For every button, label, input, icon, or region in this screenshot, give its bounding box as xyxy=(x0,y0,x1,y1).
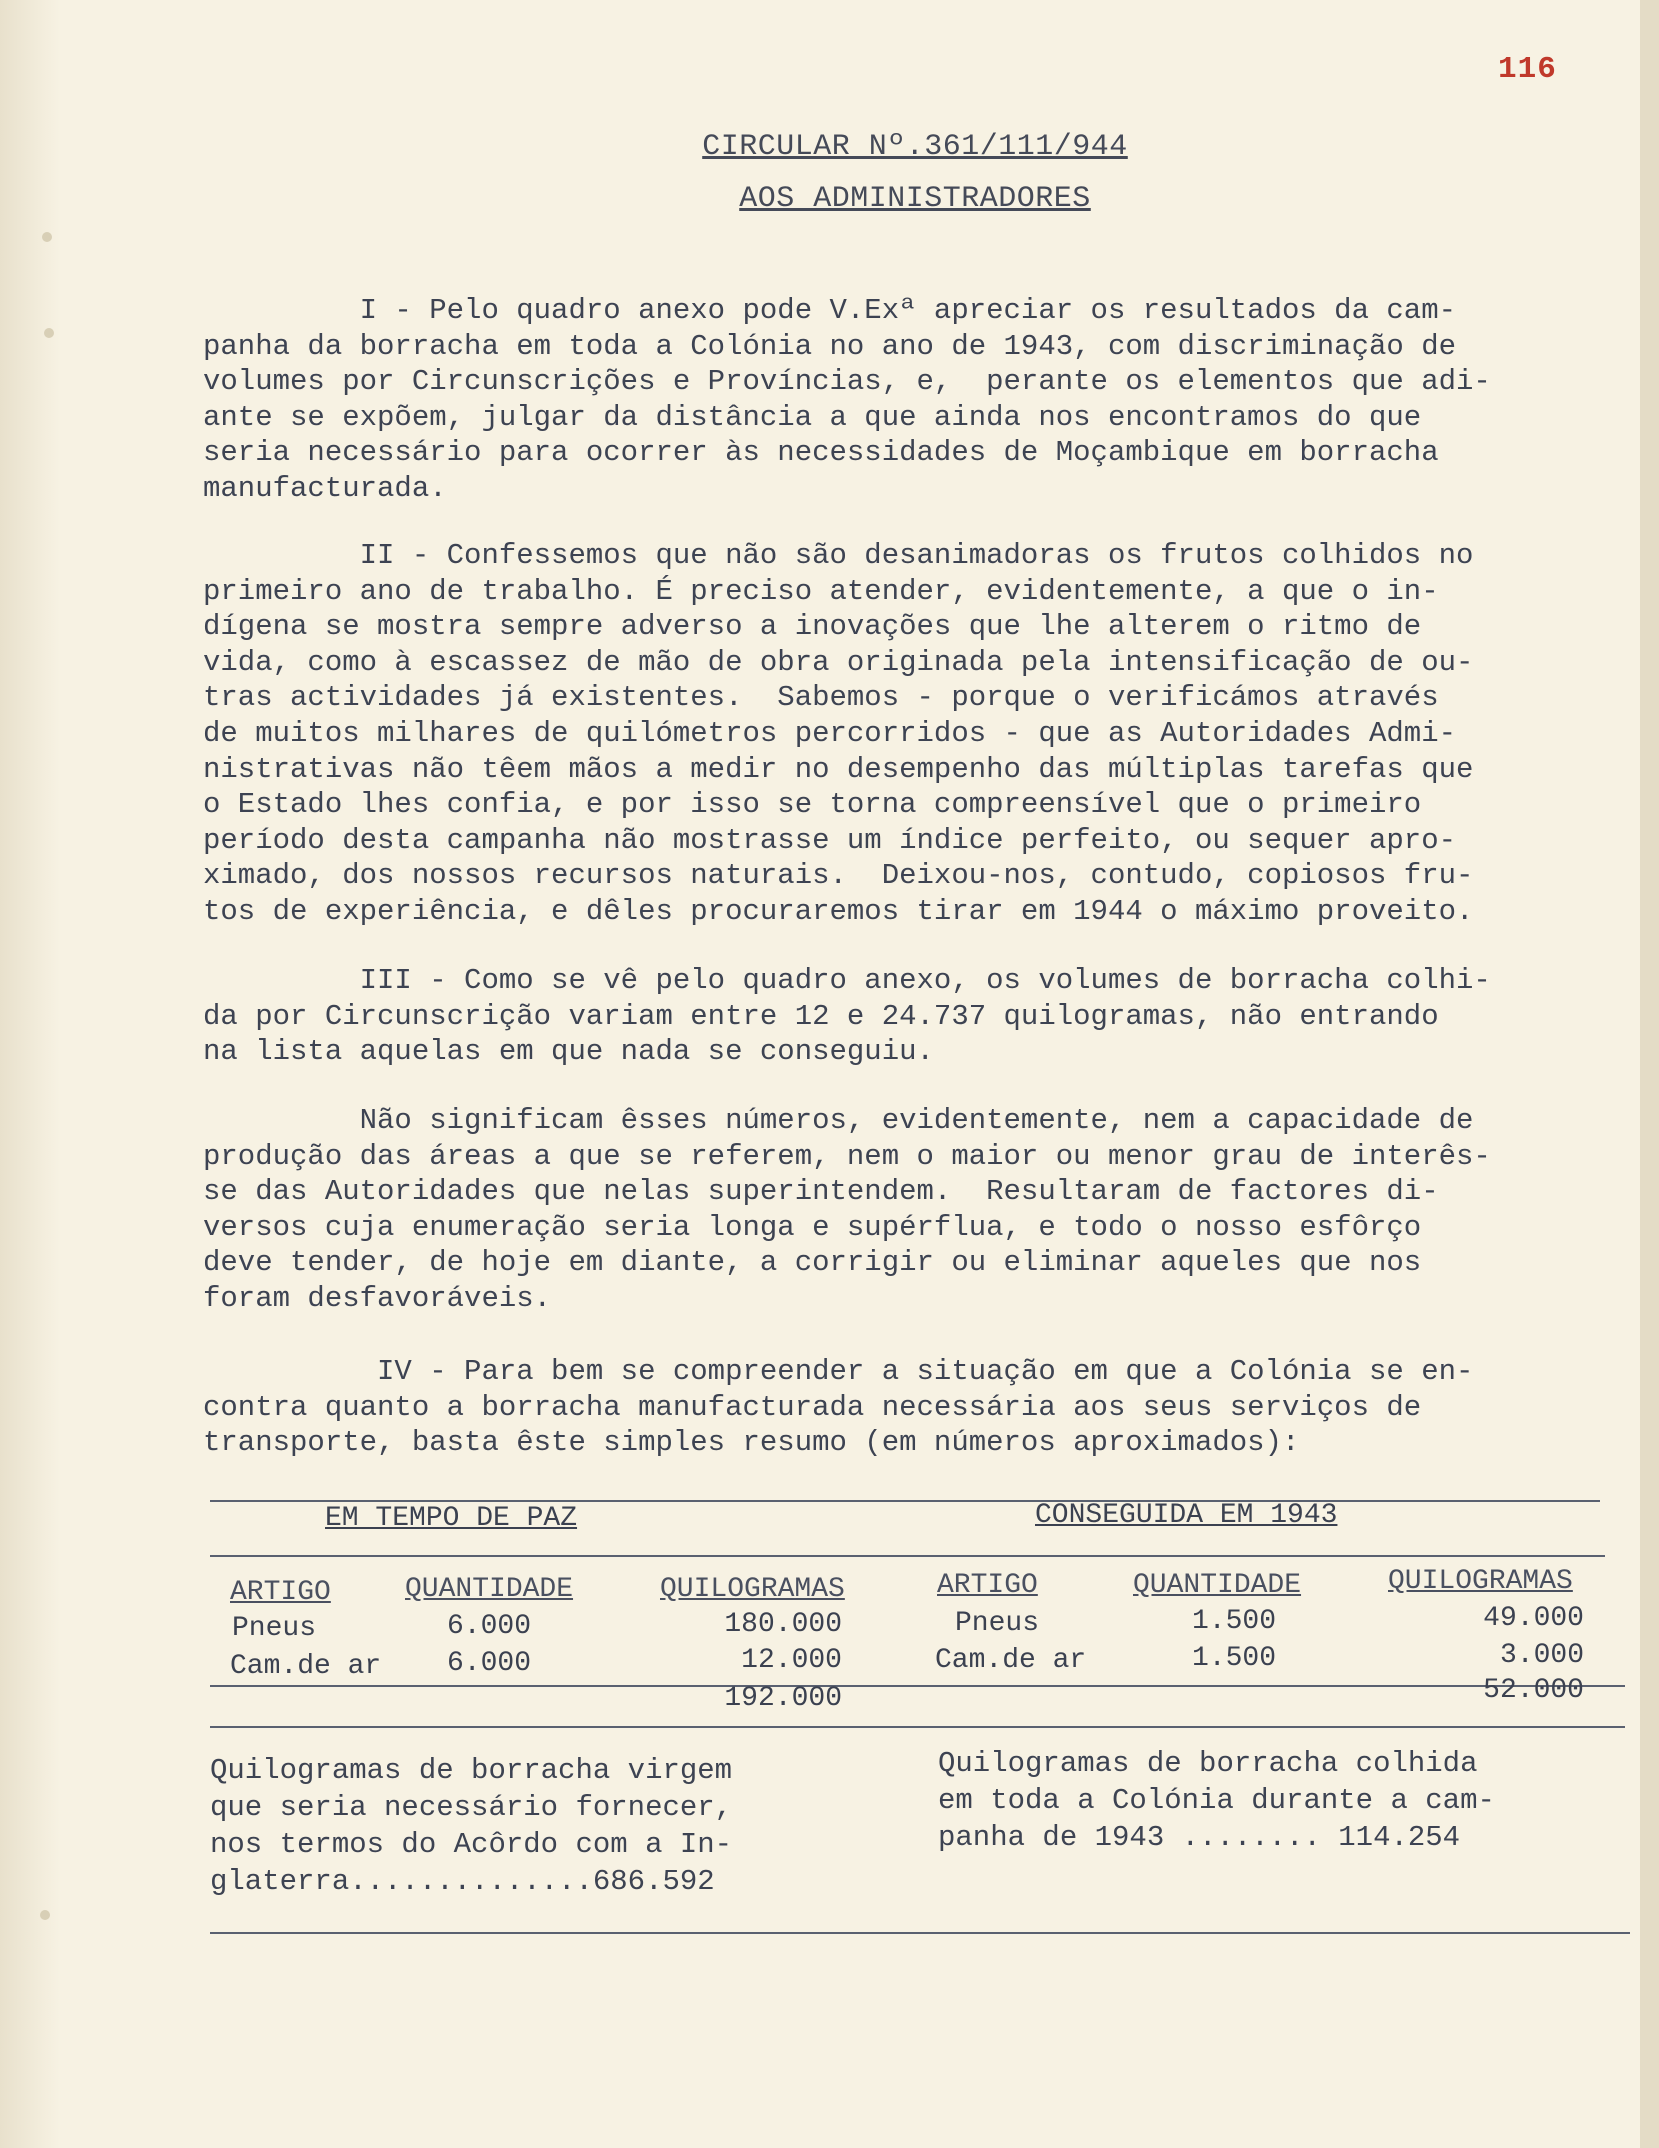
col-header-quilogramas: QUILOGRAMAS xyxy=(1388,1566,1573,1597)
circular-title: CIRCULAR Nº.361/111/944 xyxy=(702,130,1128,164)
table-rule-groups xyxy=(210,1555,1605,1557)
table-cell-quilogramas: 49.000 xyxy=(1483,1603,1584,1634)
paper-edge xyxy=(1640,0,1659,2148)
col-header-quantidade: QUANTIDADE xyxy=(1133,1570,1302,1601)
col-header-artigo: ARTIGO xyxy=(937,1570,1038,1601)
table-total-peace: 192.000 xyxy=(724,1683,842,1714)
table-rule-end xyxy=(210,1932,1630,1934)
table-rule-subtotal xyxy=(210,1685,1625,1687)
table-cell-artigo: Cam.de ar xyxy=(230,1651,382,1682)
circular-subtitle: AOS ADMINISTRADORES xyxy=(739,182,1091,216)
table-cell-quilogramas: 3.000 xyxy=(1499,1640,1584,1671)
page-edge-shadow xyxy=(0,0,60,2148)
paragraph-1: I - Pelo quadro anexo pode V.Exª apreciar os resultados da cam- panha da borracha em toda a Colónia no ano de 1943, com discriminação de volumes por Circunscrições e Províncias, e, perante os elementos que adi- ante se expõem, julgar da distância a que ainda nos encontramos do que seria necessário para ocorrer às necessidades de Moçambique em borracha manufacturada. xyxy=(203,294,1491,505)
table-cell-quantidade: 1.500 xyxy=(1192,1606,1277,1637)
paragraph-5: IV - Para bem se compreender a situação em que a Colónia se en- contra quanto a borracha manufacturada necessária aos seus serviços de transporte, basta êste simples resumo (em números aproximados): xyxy=(203,1355,1474,1460)
table-total-1943: 52.000 xyxy=(1483,1675,1584,1706)
group-header-1943: CONSEGUIDA EM 1943 xyxy=(1035,1500,1338,1531)
table-cell-artigo: Pneus xyxy=(232,1613,317,1644)
footer-note-needed: Quilogramas de borracha virgem que seria necessário fornecer, nos termos do Acôrdo com a In- glaterra..............686.592 xyxy=(210,1754,733,1898)
group-header-peace: EM TEMPO DE PAZ xyxy=(325,1503,578,1534)
table-cell-quilogramas: 180.000 xyxy=(724,1609,842,1640)
table-cell-artigo: Cam.de ar xyxy=(935,1645,1087,1676)
paragraph-3: III - Como se vê pelo quadro anexo, os volumes de borracha colhi- da por Circunscrição variam entre 12 e 24.737 quilogramas, não entrando na lista aquelas em que nada se conseguiu. xyxy=(203,964,1491,1069)
table-rule-top xyxy=(210,1500,1600,1502)
paragraph-4: Não significam êsses números, evidentemente, nem a capacidade de produção das áreas a que se referem, nem o maior ou menor grau de interês- se das Autoridades que nelas superintendem. Resultaram de factores di- versos cuja enumeração seria longa e supérflua, e todo o nosso esfôrço deve tender, de hoje em diante, a corrigir ou eliminar aqueles que nos foram desfavoráveis. xyxy=(203,1104,1491,1315)
punch-hole-mark xyxy=(44,328,54,338)
col-header-quilogramas: QUILOGRAMAS xyxy=(660,1574,845,1605)
punch-hole-mark xyxy=(40,1910,50,1920)
page-number: 116 xyxy=(1498,52,1557,87)
paragraph-2: II - Confessemos que não são desanimadoras os frutos colhidos no primeiro ano de trabalho. É preciso atender, evidentemente, a que o in- dígena se mostra sempre adverso a inovações que lhe alterem o ritmo de vida, como à escassez de mão de obra originada pela intensificação de ou- tras actividades já existentes. Sabemos - porque o verificámos através de muitos milhares de quilómetros percorridos - que as Autoridades Admi- nistrativas não têem mãos a medir no desempenho das múltiplas tarefas que o Estado lhes confia, e por isso se torna compreensível que o primeiro período desta campanha não mostrasse um índice perfeito, ou sequer apro- ximado, dos nossos recursos naturais. Deixou-nos, contudo, copiosos fru- tos de experiência, e dêles procuraremos tirar em 1944 o máximo proveito. xyxy=(203,539,1474,928)
table-cell-quantidade: 6.000 xyxy=(447,1648,532,1679)
table-cell-quilogramas: 12.000 xyxy=(741,1645,842,1676)
col-header-artigo: ARTIGO xyxy=(230,1577,331,1608)
table-cell-artigo: Pneus xyxy=(955,1608,1040,1639)
table-cell-quantidade: 6.000 xyxy=(447,1611,532,1642)
footer-note-collected: Quilogramas de borracha colhida em toda a Colónia durante a cam- panha de 1943 ........ 114.254 xyxy=(938,1747,1495,1854)
table-cell-quantidade: 1.500 xyxy=(1192,1643,1277,1674)
col-header-quantidade: QUANTIDADE xyxy=(405,1574,574,1605)
table-rule-bottom xyxy=(210,1726,1625,1728)
punch-hole-mark xyxy=(42,232,52,242)
